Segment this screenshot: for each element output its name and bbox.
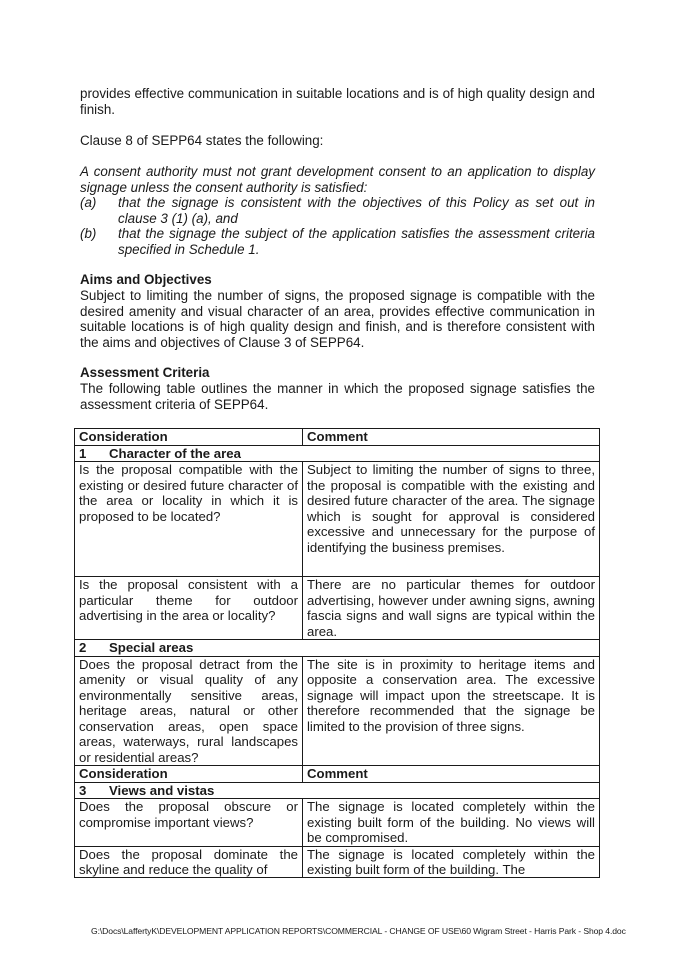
- comment-cell: [303, 462, 600, 577]
- section-row: [75, 445, 600, 462]
- comment-text: The site is in proximity to heritage items and opposite a conservation area. The excessive signage will impact upon the streetscape. It is therefore recommended that the signage be limited to the provision of three signs.: [307, 656, 595, 734]
- comment-text: The signage is located completely within the existing built form of the building. The: [307, 846, 595, 877]
- consideration-cell: [75, 846, 303, 877]
- consideration-text: Is the proposal compatible with the existing or desired future character of the area or locality in which it is proposed to be located?: [79, 462, 298, 524]
- table-header-row-repeat: [75, 766, 600, 783]
- table-row: [75, 577, 600, 640]
- clause-item-marker: (b): [80, 226, 97, 241]
- aims-heading: Aims and Objectives: [80, 272, 212, 287]
- table-row: [75, 799, 600, 847]
- assessment-table: [74, 428, 600, 878]
- section-title: [75, 640, 600, 657]
- consideration-text: Is the proposal consistent with a particular theme for outdoor advertising in the area or locality?: [79, 577, 298, 623]
- table-header-row: [75, 429, 600, 446]
- table-row: [75, 846, 600, 877]
- header-comment: Comment: [303, 429, 600, 446]
- section-number: 1: [79, 445, 87, 461]
- comment-cell: [303, 799, 600, 847]
- section-title: [75, 445, 600, 462]
- document-footer-path: G:\Docs\LaffertyK\DEVELOPMENT APPLICATION REPORTS\COMMERCIAL - CHANGE OF USE\60 Wigram Street - Harris Park - Shop 4.doc: [91, 926, 626, 936]
- assessment-body: The following table outlines the manner in which the proposed signage satisfies the assessment criteria of SEPP64.: [80, 381, 595, 412]
- comment-text: The signage is located completely within the existing built form of the building. No views will be compromised.: [307, 799, 595, 845]
- section-number: 3: [79, 782, 87, 798]
- section-title: [75, 782, 600, 799]
- clause-intro: Clause 8 of SEPP64 states the following:: [80, 133, 324, 148]
- table-row: [75, 656, 600, 766]
- consideration-cell: [75, 577, 303, 640]
- clause-item-marker: (a): [80, 195, 97, 210]
- consideration-text: Does the proposal detract from the amenity or visual quality of any environmentally sensitive areas, heritage areas, natural or other conservation areas, open space areas, waterways, rural landscapes or residential areas?: [79, 656, 298, 765]
- table-row: [75, 462, 600, 577]
- consideration-text: Does the proposal obscure or compromise important views?: [79, 799, 298, 830]
- comment-cell: [303, 656, 600, 766]
- clause-item-text: that the signage the subject of the application satisfies the assessment criteria specified in Schedule 1.: [118, 226, 595, 257]
- consideration-cell: [75, 799, 303, 847]
- section-number: 2: [79, 640, 87, 655]
- comment-cell: [303, 577, 600, 640]
- clause-item-text: that the signage is consistent with the objectives of this Policy as set out in clause 3 (1) (a), and: [118, 195, 595, 226]
- section-name: Character of the area: [109, 445, 241, 461]
- section-name: Views and vistas: [109, 782, 215, 798]
- consideration-cell: [75, 462, 303, 577]
- aims-body: Subject to limiting the number of signs, the proposed signage is compatible with the desired amenity and visual character of an area, provides effective communication in suitable locations is of high quality design and finish, and is therefore consistent with the aims and objectives of Clause 3 of SEPP64.: [80, 288, 595, 350]
- section-name: Special areas: [109, 640, 194, 655]
- intro-paragraph: provides effective communication in suitable locations and is of high quality design and finish.: [80, 86, 595, 117]
- consideration-cell: [75, 656, 303, 766]
- section-row: [75, 640, 600, 657]
- comment-cell: [303, 846, 600, 877]
- consideration-text: Does the proposal dominate the skyline and reduce the quality of: [79, 846, 298, 877]
- clause-quote: A consent authority must not grant development consent to an application to display signage unless the consent authority is satisfied:: [80, 164, 595, 195]
- comment-text: Subject to limiting the number of signs to three, the proposal is compatible with the existing and desired future character of the area. The signage which is sought for approval is considered excessive and unnecessary for the purpose of identifying the business premises.: [307, 462, 595, 555]
- assessment-heading: Assessment Criteria: [80, 365, 210, 380]
- header-comment: Comment: [303, 766, 600, 783]
- comment-text: There are no particular themes for outdoor advertising, however under awning signs, awning fascia signs and wall signs are typical within the area.: [307, 577, 595, 639]
- header-consideration: Consideration: [75, 429, 303, 446]
- section-row: [75, 782, 600, 799]
- header-consideration: Consideration: [75, 766, 303, 783]
